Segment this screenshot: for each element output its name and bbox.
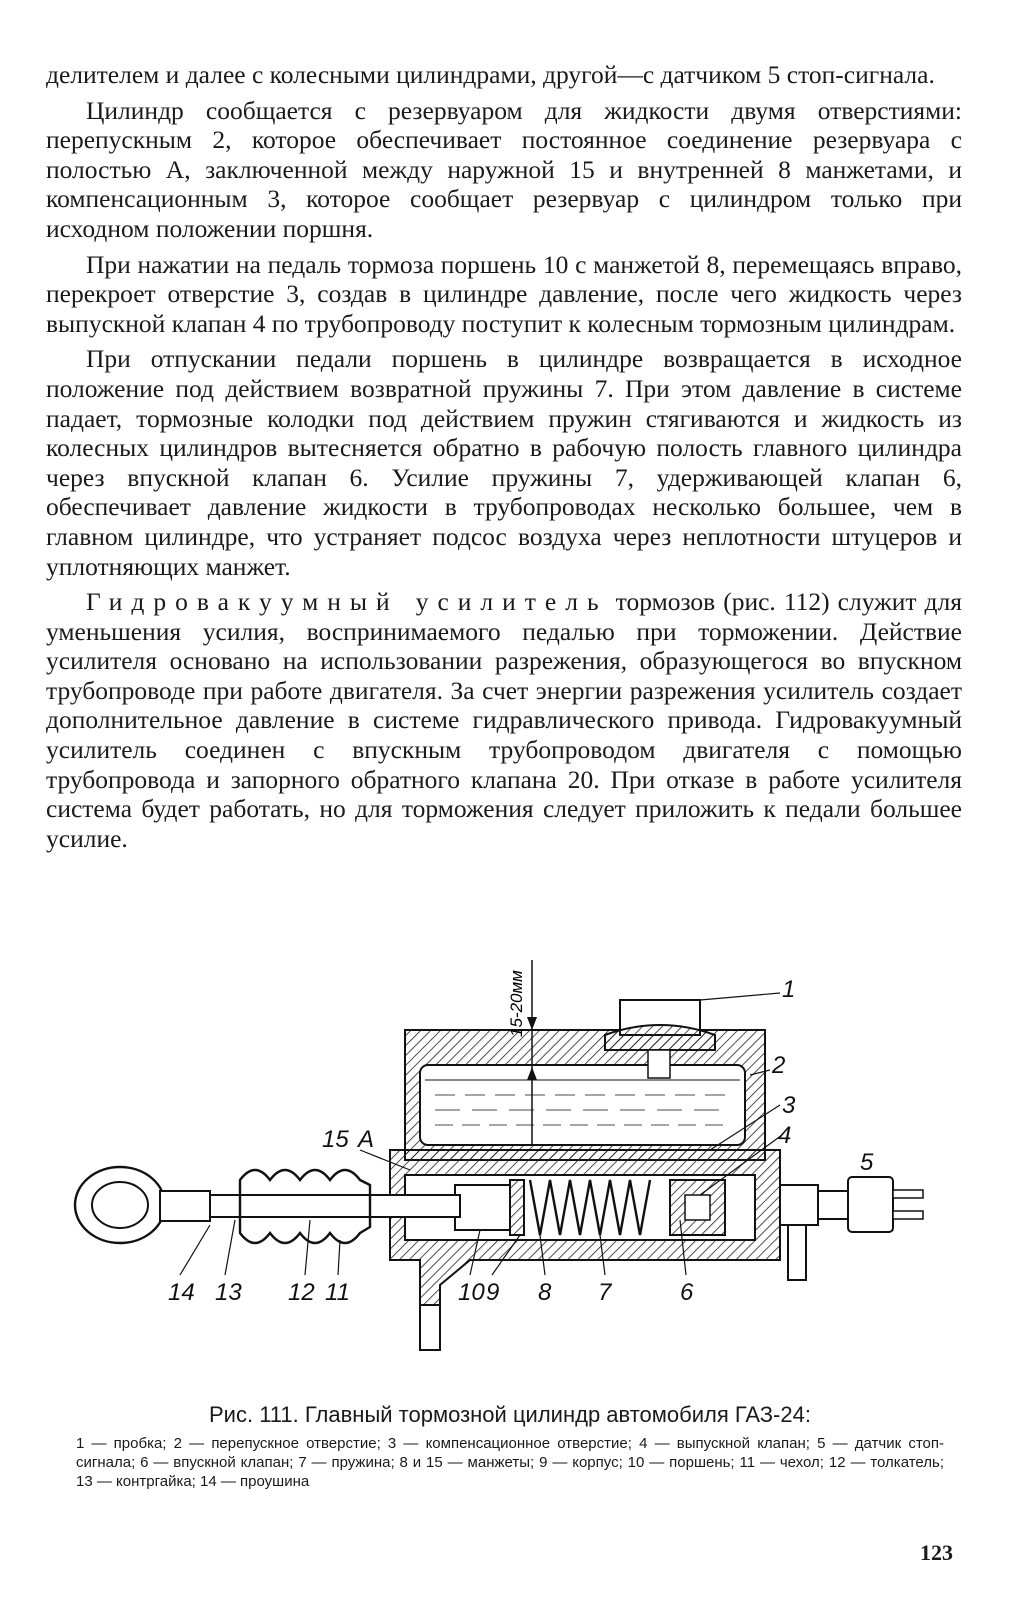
master-cylinder-drawing	[60, 955, 960, 1395]
dimension-label: 15-20мм	[507, 970, 526, 1037]
label-10: 10	[458, 1279, 485, 1306]
label-13: 13	[215, 1279, 242, 1306]
label-A: А	[358, 1126, 375, 1153]
paragraph-2: Цилиндр сообщается с резервуаром для жидкости двумя отверстиями: перепускным 2, которое обеспечивает постоянное соединение резервуара с полостью А, заключенной между наружной 15 и внутренней 8 манжетами, и компенсационным 3, которое сообщает резервуар с цилиндром только при исходном положении поршня.	[46, 95, 962, 243]
paragraph-1: делителем и далее с колесными цилиндрами, другой—с датчиком 5 стоп-сигнала.	[46, 60, 935, 89]
caption-legend: 1 — пробка; 2 — перепускное отверстие; 3 — компенсационное отверстие; 4 — выпускной клапан; 5 — датчик стоп-сигнала; 6 — впускной клапан; 7 — пружина; 8 и 15 — манжеты; 9 — корпус; 10 — поршень; 11 — чехол; 12 — толкатель; 13 — контргайка; 14 — проушина	[76, 1435, 944, 1490]
paragraph-5-rest: тормозов (рис. 112) служит для уменьшения усилия, воспринимаемого педалью при торможении. Действие усилителя основано на использовании разрежения, образующегося во впускном трубопроводе при работе двигателя. За счет энергии разрежения усилитель создает дополнительное давление в системе гидравлического привода. Гидровакуумный усилитель соединен с впускным трубопроводом двигателя с помощью трубопровода и запорного обратного клапана 20. При отказе в работе усилителя система будет работать, но для торможения следует приложить к педали большее усилие.	[46, 587, 962, 853]
body-text	[46, 60, 962, 859]
valve-assembly	[670, 1180, 725, 1235]
paragraph-3: При нажатии на педаль тормоза поршень 10 с манжетой 8, перемещаясь вправо, перекроет отверстие 3, создав в цилиндре давление, после чего жидкость через выпускной клапан 4 по трубопроводу поступит к колесным тормозным цилиндрам.	[46, 249, 962, 338]
figure-caption	[60, 1402, 960, 1491]
label-6: 6	[680, 1279, 694, 1306]
label-1: 1	[782, 976, 796, 1003]
label-3: 3	[782, 1092, 796, 1119]
label-9: 9	[486, 1279, 500, 1306]
spaced-term: Гидровакуумный усилитель	[86, 587, 608, 617]
label-5: 5	[860, 1149, 874, 1176]
label-15: 15	[322, 1126, 349, 1153]
paragraph-4: При отпускании педали поршень в цилиндре возвращается в исходное положение под действием возвратной пружины 7. При этом давление в системе падает, тормозные колодки под действием пружин стягиваются и жидкость из колесных цилиндров вытесняется обратно в рабочую полость главного цилиндра через впускной клапан 6. Усилие пружины 7, удерживающей клапан 6, обеспечивает давление жидкости в трубопроводах несколько большее, чем в главном цилиндре, что устраняет подсос воздуха через неплотности штуцеров и уплотняющих манжет.	[46, 344, 962, 581]
label-11: 11	[325, 1279, 350, 1306]
label-12: 12	[288, 1279, 315, 1306]
label-14: 14	[168, 1279, 195, 1306]
caption-title: Рис. 111. Главный тормозной цилиндр автомобиля ГАЗ-24:	[209, 1402, 811, 1427]
label-8: 8	[538, 1279, 552, 1306]
outlet-fitting	[780, 1185, 848, 1280]
label-4: 4	[778, 1122, 792, 1149]
paragraph-5	[46, 587, 962, 853]
push-rod	[180, 1195, 460, 1217]
clevis-eye	[75, 1167, 210, 1243]
page-number: 123	[920, 1540, 953, 1565]
stop-light-sensor	[848, 1177, 923, 1232]
piston	[455, 1180, 524, 1235]
label-2: 2	[772, 1052, 786, 1079]
label-7: 7	[598, 1279, 612, 1306]
